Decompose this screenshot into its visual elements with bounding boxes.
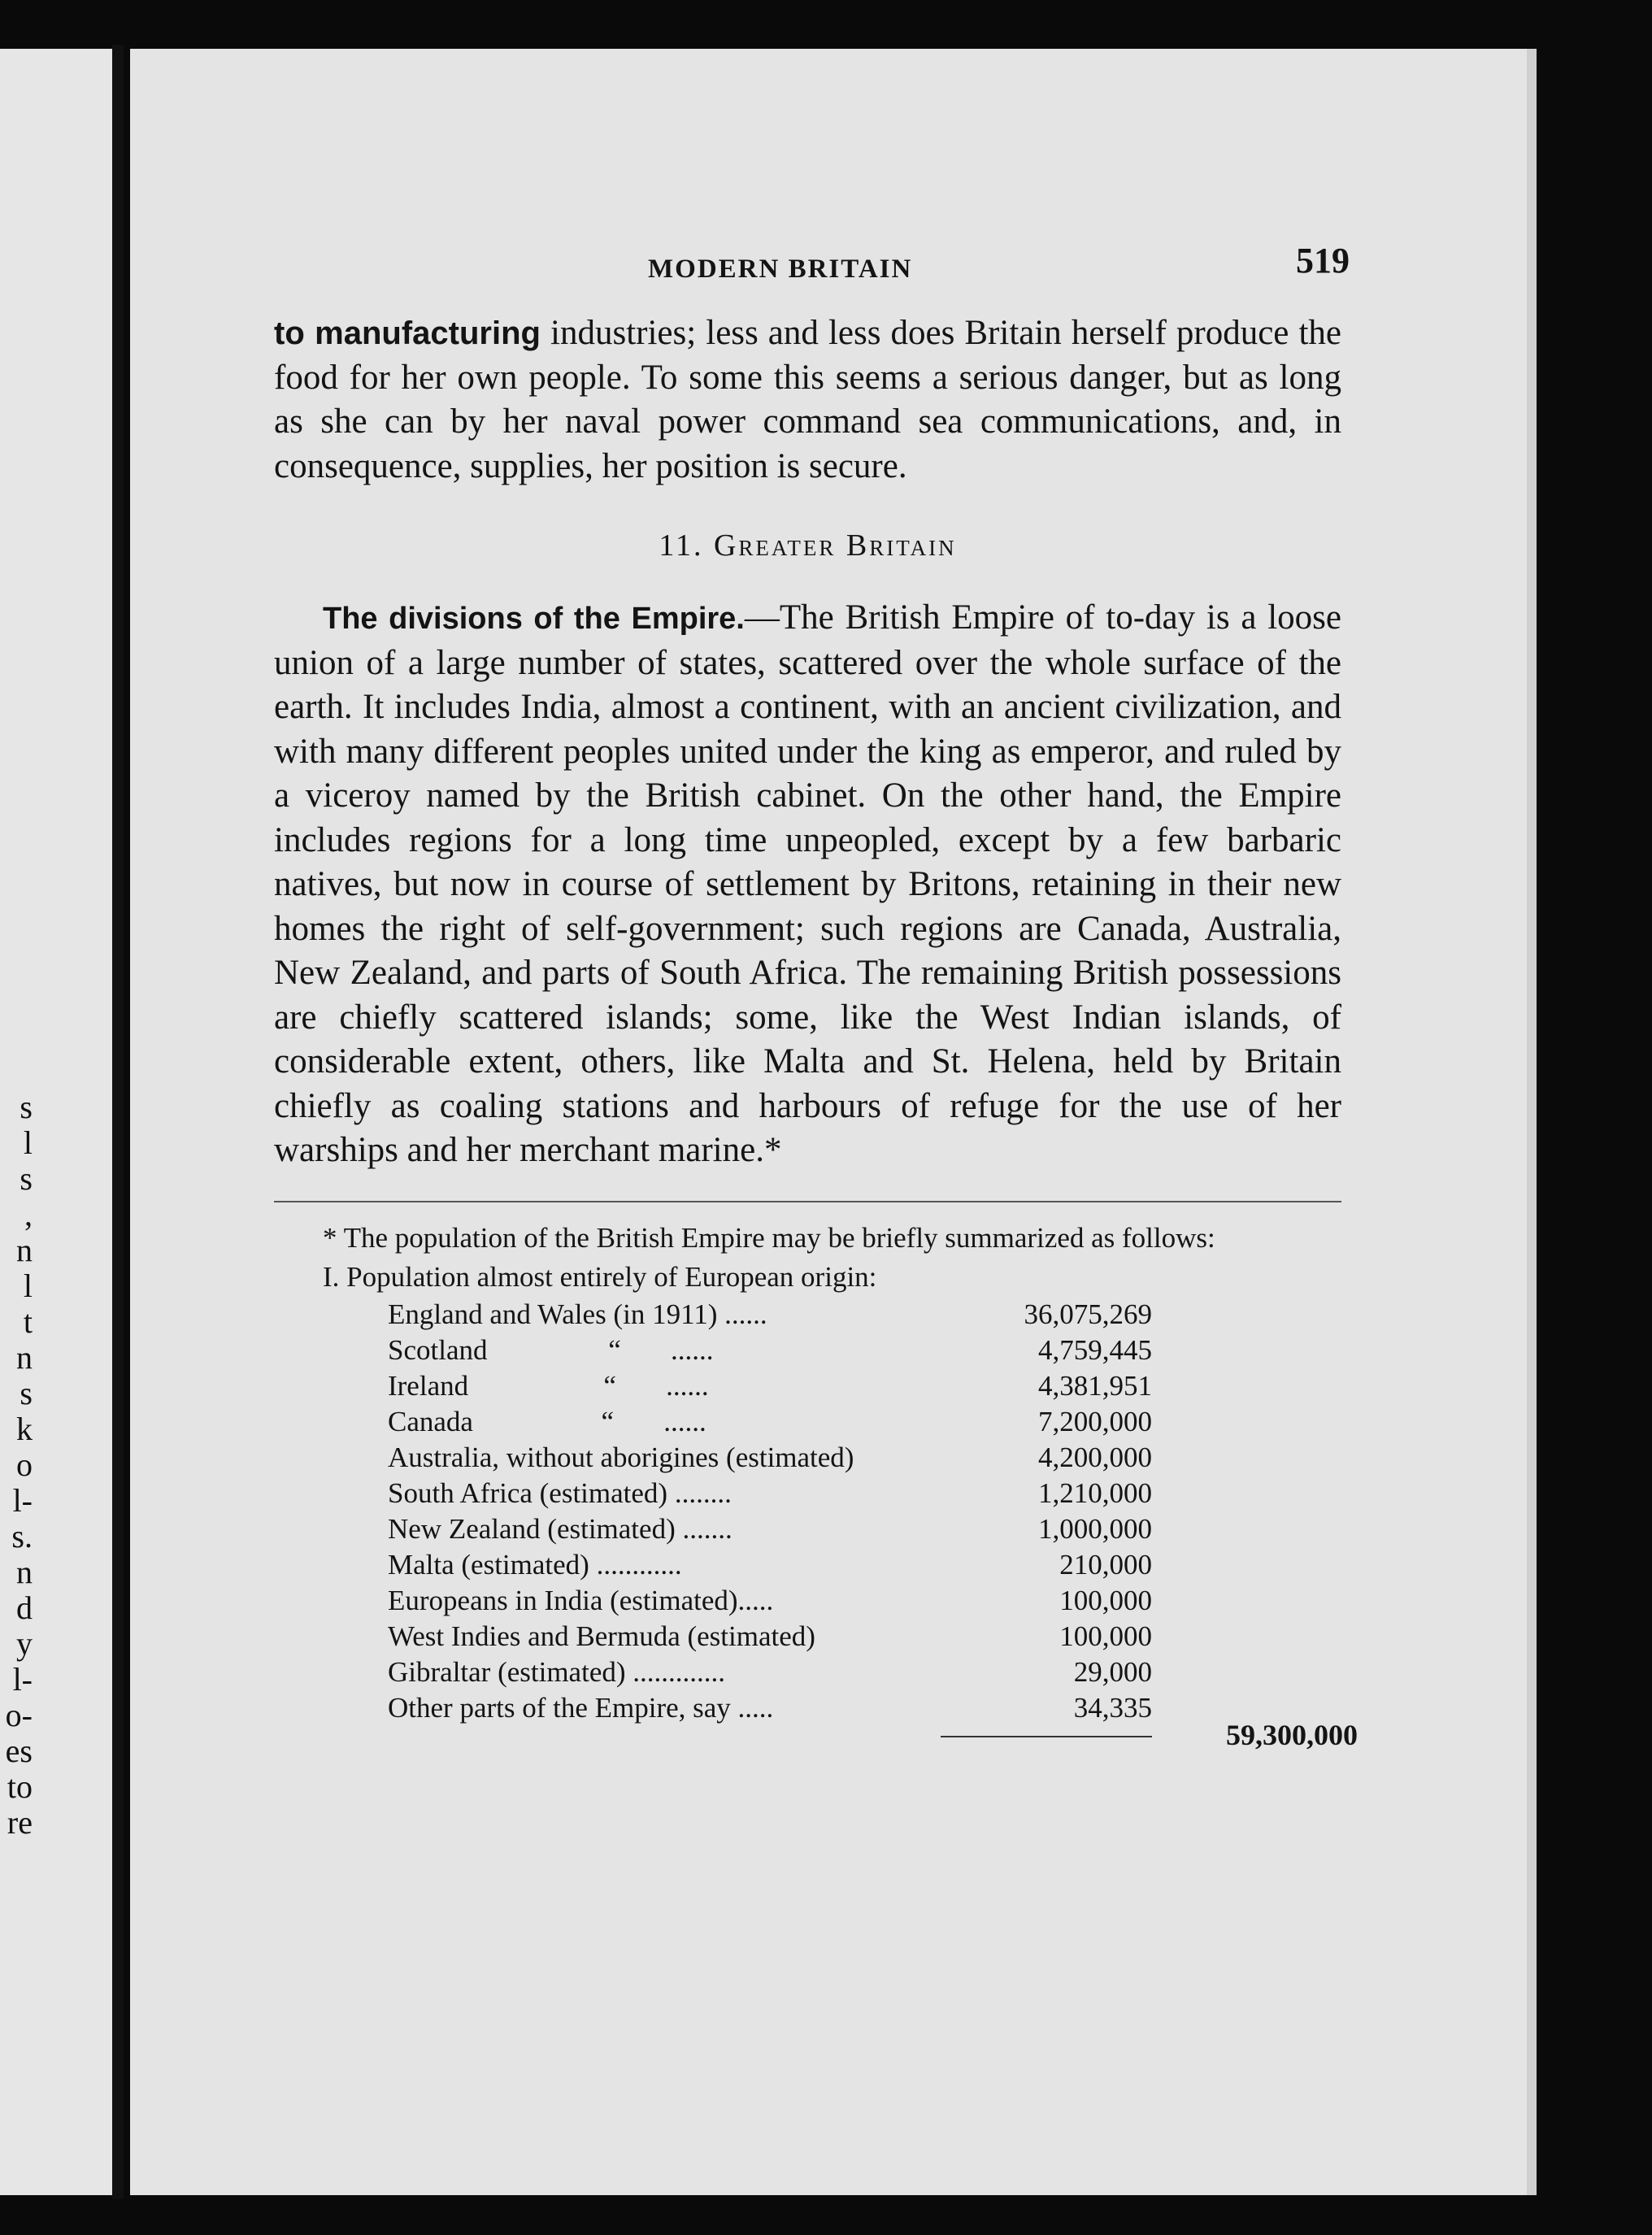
table-row bbox=[388, 1583, 1152, 1619]
row-value: 210,000 bbox=[1059, 1548, 1152, 1581]
table-row bbox=[388, 1404, 1152, 1440]
left-fragment: k bbox=[16, 1411, 33, 1447]
row-value: 36,075,269 bbox=[1024, 1298, 1152, 1330]
row-label: Malta (estimated) ............ bbox=[388, 1548, 682, 1581]
table-row bbox=[388, 1368, 1152, 1404]
left-fragment: s bbox=[20, 1160, 33, 1197]
section-title: Greater Britain bbox=[713, 528, 957, 563]
left-fragment: n bbox=[16, 1339, 33, 1376]
left-fragment: s bbox=[20, 1375, 33, 1411]
section-heading bbox=[274, 528, 1341, 563]
table-row bbox=[388, 1511, 1152, 1547]
row-label: Other parts of the Empire, say ..... bbox=[388, 1691, 774, 1724]
left-fragment: to bbox=[7, 1768, 33, 1805]
row-value: 34,335 bbox=[1073, 1691, 1152, 1724]
population-table bbox=[388, 1297, 1152, 1726]
row-value: 7,200,000 bbox=[1038, 1405, 1152, 1437]
row-label: Europeans in India (estimated)..... bbox=[388, 1584, 774, 1616]
row-label: West Indies and Bermuda (estimated) bbox=[388, 1620, 815, 1652]
table-row bbox=[388, 1619, 1152, 1655]
left-fragment: re bbox=[7, 1804, 33, 1841]
opening-paragraph bbox=[274, 311, 1341, 489]
left-fragment: o bbox=[16, 1446, 33, 1483]
left-fragment: n bbox=[16, 1232, 33, 1268]
row-value: 100,000 bbox=[1059, 1620, 1152, 1652]
left-fragment: l- bbox=[12, 1482, 33, 1519]
running-head bbox=[274, 224, 1350, 289]
row-label: Canada “ ...... bbox=[388, 1405, 706, 1437]
row-label: South Africa (estimated) ........ bbox=[388, 1476, 732, 1509]
table-row bbox=[388, 1333, 1152, 1368]
section-paragraph-text: —The British Empire of to-day is a loose union of a large number of states, scattered over the whole surface of the earth. It includes India, almost a continent, with an ancient civilization, and with many different peoples united under the king as emperor, and ruled by a viceroy named by the British cabinet. On the other hand, the Empire includes regions for a long time unpeopled, except by a few barbaric natives, but now in course of settlement by Britons, retaining in their new homes the right of self-government; such regions are Canada, Australia, New Zealand, and parts of South Africa. The remaining British possessions are chiefly scattered islands; some, like the West Indian islands, of considerable extent, others, like Malta and St. Helena, held by Britain chiefly as coaling stations and harbours of refuge for the use of her warships and her merchant marine.* bbox=[274, 598, 1341, 1169]
left-fragment: n bbox=[16, 1554, 33, 1590]
footnote-section-label: I. Population almost entirely of European origin: bbox=[323, 1260, 877, 1293]
table-row bbox=[388, 1547, 1152, 1583]
row-value: 100,000 bbox=[1059, 1584, 1152, 1616]
table-row bbox=[388, 1655, 1152, 1690]
book-page bbox=[130, 49, 1537, 2195]
section-paragraph bbox=[274, 596, 1341, 1173]
footnote-intro: * The population of the British Empire may be briefly summarized as follows: bbox=[323, 1221, 1215, 1254]
table-row bbox=[388, 1297, 1152, 1333]
left-fragment: d bbox=[16, 1589, 33, 1626]
table-row bbox=[388, 1440, 1152, 1476]
row-label: New Zealand (estimated) ....... bbox=[388, 1512, 733, 1545]
footnote-divider bbox=[274, 1201, 1341, 1202]
left-fragment: o- bbox=[5, 1697, 33, 1733]
row-value: 1,000,000 bbox=[1038, 1512, 1152, 1545]
total-row bbox=[274, 1718, 1358, 1775]
row-value: 4,381,951 bbox=[1038, 1369, 1152, 1402]
row-value: 29,000 bbox=[1073, 1655, 1152, 1688]
left-fragment: s bbox=[20, 1089, 33, 1125]
left-page-text-fragments bbox=[0, 1089, 33, 1841]
left-fragment: , bbox=[24, 1196, 33, 1233]
row-label: Australia, without aborigines (estimated) bbox=[388, 1441, 854, 1473]
row-label: Gibraltar (estimated) ............. bbox=[388, 1655, 726, 1688]
left-fragment: l- bbox=[12, 1661, 33, 1698]
section-number: 11. bbox=[659, 528, 704, 563]
table-row bbox=[388, 1690, 1152, 1726]
left-fragment: l bbox=[23, 1124, 33, 1161]
page-number: 519 bbox=[1296, 241, 1350, 280]
total-rule bbox=[941, 1736, 1152, 1737]
row-value: 4,759,445 bbox=[1038, 1333, 1152, 1366]
table-row bbox=[388, 1476, 1152, 1511]
row-value: 1,210,000 bbox=[1038, 1476, 1152, 1509]
left-fragment: t bbox=[23, 1303, 33, 1340]
left-fragment: y bbox=[16, 1625, 33, 1662]
page-content bbox=[274, 224, 1358, 1775]
book-gutter bbox=[112, 45, 124, 2199]
left-fragment: es bbox=[5, 1733, 33, 1769]
row-label: England and Wales (in 1911) ...... bbox=[388, 1298, 767, 1330]
opening-paragraph-text: industries; less and less does Britain herself produce the food for her own people. To some this seems a serious danger, but as long as she can by her naval power command sea communications, and, in consequence, supplies, her position is secure. bbox=[274, 314, 1341, 485]
paragraph-lead: The divisions of the Empire. bbox=[323, 602, 745, 636]
row-label: Ireland “ ...... bbox=[388, 1369, 709, 1402]
population-total: 59,300,000 bbox=[1226, 1718, 1358, 1751]
row-label: Scotland “ ...... bbox=[388, 1333, 714, 1366]
row-value: 4,200,000 bbox=[1038, 1441, 1152, 1473]
left-fragment: s. bbox=[11, 1518, 33, 1554]
opening-bold-words: to manufacturing bbox=[274, 315, 541, 351]
running-title: MODERN BRITAIN bbox=[648, 254, 913, 284]
left-fragment: l bbox=[23, 1268, 33, 1304]
